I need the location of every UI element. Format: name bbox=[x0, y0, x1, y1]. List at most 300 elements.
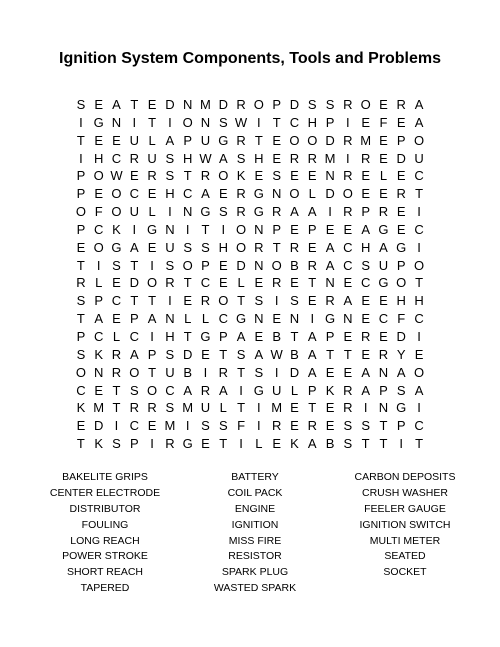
grid-letter: T bbox=[343, 346, 352, 362]
grid-letter: E bbox=[272, 150, 281, 166]
grid-letter: B bbox=[290, 257, 299, 273]
grid-letter: C bbox=[182, 186, 193, 202]
grid-letter: E bbox=[325, 221, 335, 237]
word-list-item: SOCKET bbox=[383, 566, 427, 579]
grid-letter: D bbox=[325, 132, 335, 148]
grid-letter: T bbox=[415, 275, 424, 291]
word-list-item: BATTERY bbox=[231, 471, 279, 483]
grid-letter: B bbox=[272, 328, 281, 344]
grid-letter: P bbox=[361, 204, 370, 220]
grid-letter: G bbox=[218, 132, 229, 148]
grid-letter: O bbox=[218, 293, 229, 309]
grid-letter: R bbox=[236, 97, 246, 112]
grid-letter: G bbox=[111, 239, 122, 255]
grid-letter: S bbox=[218, 418, 228, 434]
grid-letter: P bbox=[129, 436, 139, 452]
grid-letter: R bbox=[129, 150, 139, 166]
grid-letter: P bbox=[379, 382, 388, 398]
grid-letter: E bbox=[307, 293, 317, 309]
grid-letter: R bbox=[343, 97, 353, 112]
grid-letter: R bbox=[307, 418, 317, 434]
grid-row bbox=[72, 114, 428, 132]
word-list-item: RESISTOR bbox=[228, 550, 282, 563]
grid-letter: T bbox=[308, 275, 317, 291]
grid-letter: I bbox=[363, 400, 368, 416]
grid-letter: E bbox=[379, 132, 388, 148]
grid-row bbox=[72, 185, 428, 203]
grid-letter: E bbox=[343, 364, 353, 380]
grid-letter: C bbox=[289, 114, 300, 130]
grid-letter: L bbox=[255, 436, 263, 452]
grid-letter: C bbox=[76, 382, 86, 398]
grid-letter: R bbox=[111, 346, 122, 362]
grid-letter: S bbox=[218, 114, 228, 130]
grid-letter: O bbox=[111, 204, 122, 220]
grid-letter: H bbox=[165, 328, 175, 344]
grid-letter: R bbox=[396, 186, 406, 202]
grid-letter: D bbox=[218, 97, 228, 112]
grid-letter: U bbox=[271, 382, 282, 398]
grid-letter: D bbox=[289, 97, 300, 112]
grid-letter: H bbox=[182, 150, 193, 166]
grid-row bbox=[72, 132, 428, 150]
word-list-item: CRUSH WASHER bbox=[362, 486, 448, 499]
letter-grid bbox=[72, 96, 428, 453]
grid-letter: E bbox=[147, 186, 157, 202]
word-list-item: SHORT REACH bbox=[66, 566, 144, 579]
grid-letter: R bbox=[343, 132, 353, 148]
grid-row bbox=[72, 310, 428, 328]
grid-letter: E bbox=[325, 418, 335, 434]
grid-letter: R bbox=[111, 364, 122, 380]
grid-letter: T bbox=[326, 346, 335, 362]
grid-letter: I bbox=[417, 400, 421, 416]
grid-letter: S bbox=[165, 400, 175, 416]
grid-letter: O bbox=[93, 168, 104, 184]
grid-letter: P bbox=[325, 328, 335, 344]
grid-letter: R bbox=[343, 400, 353, 416]
grid-letter: E bbox=[396, 168, 406, 184]
word-list bbox=[30, 470, 480, 597]
grid-letter: C bbox=[378, 311, 389, 327]
grid-letter: N bbox=[378, 364, 389, 380]
grid-letter: I bbox=[346, 114, 350, 130]
grid-letter: S bbox=[236, 346, 246, 362]
grid-letter: O bbox=[271, 257, 282, 273]
grid-letter: S bbox=[361, 418, 370, 434]
grid-letter: U bbox=[200, 132, 211, 148]
grid-row bbox=[72, 382, 428, 400]
grid-letter: S bbox=[254, 364, 264, 380]
grid-letter: S bbox=[76, 293, 86, 309]
grid-letter: C bbox=[414, 221, 424, 237]
grid-letter: H bbox=[94, 150, 104, 166]
grid-letter: S bbox=[272, 168, 281, 184]
grid-letter: I bbox=[239, 436, 243, 452]
grid-letter: R bbox=[378, 346, 389, 362]
grid-letter: O bbox=[289, 132, 300, 148]
word-list-item: CENTER ELECTRODE bbox=[49, 486, 161, 499]
grid-letter: S bbox=[325, 97, 335, 112]
grid-letter: E bbox=[94, 186, 104, 202]
grid-letter: H bbox=[396, 293, 406, 309]
grid-letter: C bbox=[111, 293, 122, 309]
grid-letter: O bbox=[75, 364, 86, 380]
grid-letter: E bbox=[361, 311, 370, 327]
grid-letter: E bbox=[396, 204, 406, 220]
grid-letter: R bbox=[218, 364, 228, 380]
word-list-item: ENGINE bbox=[234, 502, 276, 515]
grid-letter: K bbox=[112, 221, 121, 237]
grid-letter: G bbox=[396, 239, 407, 255]
grid-letter: O bbox=[289, 186, 300, 202]
grid-letter: S bbox=[361, 257, 370, 273]
grid-letter: I bbox=[185, 221, 190, 237]
grid-letter: R bbox=[325, 293, 335, 309]
grid-letter: S bbox=[343, 436, 353, 452]
grid-letter: R bbox=[200, 168, 211, 184]
grid-letter: D bbox=[396, 150, 406, 166]
grid-letter: L bbox=[201, 311, 210, 327]
grid-letter: S bbox=[165, 168, 175, 184]
grid-letter: R bbox=[271, 275, 282, 291]
grid-letter: E bbox=[94, 97, 104, 112]
grid-letter: G bbox=[253, 186, 264, 202]
grid-letter: E bbox=[254, 275, 264, 291]
grid-letter: E bbox=[343, 328, 353, 344]
grid-letter: R bbox=[200, 382, 211, 398]
word-list-item: SPARK PLUG bbox=[221, 566, 289, 579]
grid-letter: R bbox=[236, 132, 246, 148]
grid-letter: G bbox=[378, 221, 389, 237]
grid-letter: W bbox=[110, 168, 123, 184]
word-list-item: FOULING bbox=[81, 518, 129, 531]
word-list-item: IGNITION SWITCH bbox=[359, 518, 451, 531]
grid-letter: I bbox=[203, 364, 208, 380]
grid-letter: D bbox=[396, 328, 406, 344]
grid-letter: P bbox=[307, 221, 317, 237]
grid-letter: O bbox=[236, 239, 247, 255]
grid-letter: C bbox=[414, 168, 424, 184]
grid-letter: A bbox=[112, 97, 121, 112]
grid-row bbox=[72, 292, 428, 310]
grid-letter: R bbox=[165, 436, 175, 452]
grid-letter: E bbox=[290, 221, 299, 237]
grid-letter: T bbox=[148, 364, 157, 380]
grid-letter: E bbox=[201, 346, 210, 362]
grid-letter: C bbox=[129, 186, 139, 202]
grid-letter: T bbox=[130, 97, 139, 112]
grid-letter: T bbox=[254, 132, 263, 148]
grid-letter: R bbox=[236, 186, 246, 202]
grid-letter: E bbox=[290, 168, 299, 184]
grid-letter: O bbox=[253, 97, 264, 112]
grid-letter: G bbox=[396, 400, 407, 416]
grid-letter: T bbox=[183, 168, 192, 184]
grid-row bbox=[72, 203, 428, 221]
grid-letter: E bbox=[290, 418, 299, 434]
grid-letter: P bbox=[218, 328, 228, 344]
grid-letter: T bbox=[237, 293, 246, 309]
grid-letter: U bbox=[378, 257, 389, 273]
grid-letter: C bbox=[165, 382, 175, 398]
grid-letter: E bbox=[183, 293, 193, 309]
grid-letter: T bbox=[148, 293, 157, 309]
grid-letter: T bbox=[237, 400, 246, 416]
grid-letter: C bbox=[343, 239, 353, 255]
grid-letter: P bbox=[76, 221, 86, 237]
grid-letter: I bbox=[257, 400, 261, 416]
grid-letter: U bbox=[147, 150, 157, 166]
grid-letter: E bbox=[76, 418, 86, 434]
grid-letter: G bbox=[200, 204, 211, 220]
grid-letter: H bbox=[307, 114, 317, 130]
grid-letter: O bbox=[413, 257, 425, 273]
grid-letter: E bbox=[379, 97, 388, 112]
grid-letter: T bbox=[290, 328, 299, 344]
grid-row bbox=[72, 274, 428, 292]
grid-letter: A bbox=[218, 150, 228, 166]
grid-row bbox=[72, 96, 428, 114]
grid-letter: K bbox=[290, 436, 299, 452]
grid-letter: A bbox=[201, 186, 210, 202]
grid-letter: B bbox=[325, 436, 335, 452]
grid-letter: K bbox=[325, 382, 335, 398]
grid-letter: E bbox=[361, 186, 370, 202]
grid-letter: E bbox=[218, 186, 228, 202]
grid-letter: E bbox=[94, 382, 104, 398]
grid-letter: R bbox=[307, 150, 317, 166]
grid-letter: N bbox=[182, 204, 193, 220]
grid-letter: N bbox=[289, 311, 300, 327]
grid-letter: U bbox=[165, 364, 175, 380]
grid-letter: S bbox=[396, 382, 406, 398]
grid-letter: I bbox=[185, 418, 190, 434]
grid-letter: A bbox=[396, 364, 406, 380]
word-list-item: BAKELITE GRIPS bbox=[62, 471, 148, 483]
grid-row bbox=[72, 417, 428, 435]
grid-letter: I bbox=[96, 257, 101, 273]
grid-letter: C bbox=[94, 221, 104, 237]
grid-letter: T bbox=[183, 275, 192, 291]
grid-letter: O bbox=[182, 257, 193, 273]
grid-row bbox=[72, 346, 428, 364]
grid-letter: S bbox=[290, 293, 299, 309]
grid-letter: G bbox=[378, 275, 389, 291]
grid-letter: E bbox=[218, 275, 228, 291]
grid-letter: O bbox=[111, 186, 122, 202]
grid-letter: N bbox=[325, 168, 335, 184]
grid-letter: T bbox=[379, 436, 388, 452]
grid-letter: O bbox=[93, 239, 104, 255]
grid-letter: N bbox=[182, 97, 193, 112]
grid-letter: T bbox=[272, 114, 281, 130]
grid-letter: A bbox=[361, 221, 370, 237]
grid-letter: T bbox=[219, 436, 228, 452]
grid-letter: C bbox=[94, 328, 104, 344]
grid-letter: E bbox=[379, 293, 388, 309]
grid-letter: R bbox=[271, 418, 282, 434]
word-list-item: COIL PACK bbox=[227, 486, 283, 499]
grid-letter: P bbox=[76, 328, 86, 344]
grid-letter: I bbox=[239, 382, 243, 398]
grid-letter: M bbox=[271, 400, 283, 416]
grid-letter: I bbox=[150, 436, 154, 452]
grid-row bbox=[72, 150, 428, 168]
grid-letter: S bbox=[201, 418, 210, 434]
grid-letter: L bbox=[148, 204, 156, 220]
grid-letter: I bbox=[274, 293, 279, 309]
grid-letter: L bbox=[237, 275, 245, 291]
grid-letter: A bbox=[218, 382, 228, 398]
grid-row bbox=[72, 221, 428, 239]
grid-letter: S bbox=[343, 418, 353, 434]
grid-letter: U bbox=[200, 400, 211, 416]
grid-letter: B bbox=[290, 346, 299, 362]
grid-letter: R bbox=[165, 275, 175, 291]
grid-letter: N bbox=[343, 311, 353, 327]
grid-row bbox=[72, 239, 428, 257]
grid-letter: E bbox=[254, 328, 264, 344]
grid-letter: H bbox=[218, 239, 228, 255]
grid-letter: P bbox=[201, 257, 210, 273]
grid-letter: R bbox=[236, 204, 246, 220]
word-list-item: WASTED SPARK bbox=[213, 582, 297, 595]
grid-letter: I bbox=[221, 221, 226, 237]
grid-letter: T bbox=[76, 132, 85, 148]
grid-letter: R bbox=[396, 97, 406, 112]
grid-letter: A bbox=[307, 328, 317, 344]
grid-letter: R bbox=[200, 293, 211, 309]
grid-letter: A bbox=[379, 239, 388, 255]
grid-letter: O bbox=[75, 204, 86, 220]
grid-letter: M bbox=[164, 418, 176, 434]
grid-letter: T bbox=[148, 114, 157, 130]
grid-letter: I bbox=[346, 150, 350, 166]
grid-letter: H bbox=[360, 239, 371, 255]
grid-letter: D bbox=[289, 364, 300, 380]
grid-letter: A bbox=[290, 204, 299, 220]
grid-letter: I bbox=[417, 328, 421, 344]
grid-letter: E bbox=[343, 221, 353, 237]
grid-letter: I bbox=[150, 328, 154, 344]
grid-letter: A bbox=[414, 382, 424, 398]
grid-letter: R bbox=[289, 150, 300, 166]
grid-letter: D bbox=[129, 275, 139, 291]
grid-letter: W bbox=[270, 346, 283, 362]
grid-letter: T bbox=[112, 400, 121, 416]
grid-letter: A bbox=[325, 239, 335, 255]
grid-letter: R bbox=[378, 204, 389, 220]
grid-letter: G bbox=[147, 221, 158, 237]
grid-letter: C bbox=[129, 328, 139, 344]
grid-letter: B bbox=[183, 364, 193, 380]
grid-letter: P bbox=[76, 186, 86, 202]
grid-letter: N bbox=[271, 186, 282, 202]
grid-letter: O bbox=[147, 275, 158, 291]
grid-letter: R bbox=[360, 150, 371, 166]
grid-letter: G bbox=[93, 114, 104, 130]
grid-letter: N bbox=[200, 114, 211, 130]
grid-letter: U bbox=[129, 204, 139, 220]
grid-letter: O bbox=[236, 221, 247, 237]
word-list-item: DISTRIBUTOR bbox=[69, 502, 141, 515]
grid-letter: D bbox=[165, 97, 175, 112]
grid-letter: G bbox=[236, 311, 247, 327]
grid-letter: P bbox=[396, 418, 406, 434]
grid-letter: A bbox=[307, 204, 317, 220]
grid-letter: L bbox=[148, 132, 156, 148]
grid-letter: A bbox=[147, 311, 157, 327]
grid-letter: S bbox=[165, 257, 175, 273]
grid-letter: T bbox=[76, 436, 85, 452]
grid-letter: I bbox=[150, 257, 154, 273]
grid-letter: M bbox=[360, 132, 372, 148]
grid-letter: M bbox=[200, 97, 211, 112]
grid-letter: A bbox=[343, 293, 353, 309]
grid-letter: C bbox=[111, 150, 122, 166]
grid-letter: R bbox=[254, 239, 264, 255]
grid-letter: I bbox=[132, 221, 137, 237]
grid-letter: C bbox=[343, 257, 353, 273]
grid-letter: A bbox=[414, 97, 424, 112]
grid-letter: W bbox=[234, 114, 248, 130]
grid-letter: T bbox=[112, 382, 121, 398]
grid-letter: O bbox=[342, 186, 353, 202]
grid-letter: I bbox=[274, 364, 279, 380]
grid-letter: E bbox=[147, 418, 157, 434]
grid-letter: E bbox=[147, 239, 157, 255]
grid-letter: H bbox=[165, 186, 175, 202]
grid-letter: S bbox=[112, 257, 121, 273]
grid-letter: S bbox=[129, 382, 139, 398]
grid-letter: A bbox=[236, 328, 246, 344]
grid-letter: L bbox=[219, 400, 227, 416]
grid-letter: A bbox=[307, 436, 317, 452]
grid-letter: A bbox=[129, 346, 139, 362]
grid-letter: F bbox=[94, 204, 103, 220]
grid-letter: T bbox=[415, 436, 424, 452]
grid-letter: L bbox=[184, 311, 192, 327]
grid-letter: G bbox=[324, 311, 336, 327]
grid-letter: T bbox=[201, 221, 210, 237]
grid-letter: P bbox=[183, 132, 193, 148]
grid-letter: E bbox=[343, 275, 353, 291]
grid-letter: U bbox=[414, 150, 424, 166]
grid-letter: E bbox=[307, 239, 317, 255]
grid-letter: S bbox=[76, 97, 86, 112]
grid-letter: C bbox=[360, 275, 371, 291]
grid-letter: C bbox=[218, 311, 228, 327]
grid-letter: E bbox=[379, 150, 388, 166]
grid-letter: T bbox=[237, 364, 246, 380]
grid-letter: I bbox=[417, 204, 421, 220]
grid-letter: I bbox=[399, 436, 404, 452]
grid-letter: E bbox=[396, 221, 406, 237]
grid-letter: E bbox=[272, 311, 281, 327]
grid-letter: S bbox=[307, 97, 317, 112]
grid-letter: N bbox=[165, 221, 175, 237]
grid-letter: T bbox=[415, 186, 424, 202]
grid-letter: K bbox=[236, 168, 246, 184]
grid-letter: E bbox=[112, 275, 121, 291]
grid-letter: R bbox=[307, 257, 317, 273]
grid-letter: O bbox=[307, 132, 318, 148]
grid-letter: E bbox=[254, 168, 264, 184]
word-list-item: LONG REACH bbox=[70, 534, 140, 547]
grid-letter: G bbox=[253, 382, 264, 398]
word-list-item: FEELER GAUGE bbox=[364, 502, 446, 515]
